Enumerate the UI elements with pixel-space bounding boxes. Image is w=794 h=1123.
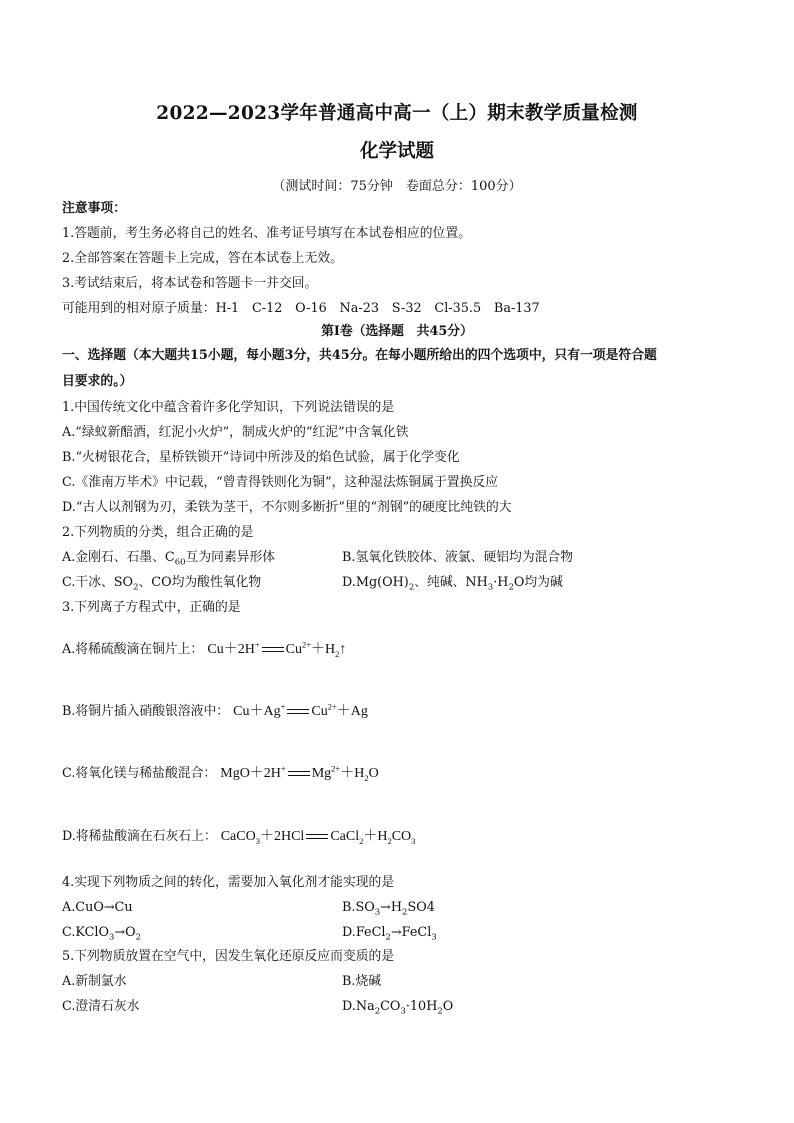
volume-title: 第Ⅰ卷（选择题 共45分） xyxy=(321,324,473,339)
note-item-1: 1.答题前，考生务必将自己的姓名、准考证号填写在本试卷相应的位置。 xyxy=(62,226,471,241)
q2-option-d: $D.Mg(OH)_2$、纯碱、$NH_3\cdot H_2O$均为碱 xyxy=(342,575,563,593)
q3-equation-c: MgO＋2H+ $Mg^{2+}+H_2O$ xyxy=(220,763,379,783)
equals-sign xyxy=(288,771,310,776)
section-instruction-1: 一、选择题（本大题共15小题，每小题3分，共45分。在每小题所给出的四个选项中，只有一项是符合题 xyxy=(62,348,657,363)
q4-option-b: $B.SO_3\to H_2SO4$ xyxy=(342,900,435,918)
q3-equation-a: Cu＋2H+ $Cu^{2+}+H_2↑$ xyxy=(207,639,347,659)
q1-option-c: C.《淮南万毕术》中记载，“曾青得铁则化为铜”，这种湿法炼铜属于置换反应 xyxy=(62,475,498,490)
equals-sign xyxy=(287,709,309,714)
q3-option-a: A.将稀硫酸滴在铜片上： Cu＋2H+ $Cu^{2+}+H_2↑$ xyxy=(62,639,347,659)
q5-option-a: A.新制氯水 xyxy=(62,974,127,989)
q3-option-c: C.将氧化镁与稀盐酸混合： MgO＋2H+ $Mg^{2+}+H_2O$ xyxy=(62,763,379,783)
subject-title: 化学试题 xyxy=(359,141,434,162)
q2-option-a: A.金刚石、石墨、$C_{60}$互为同素异形体 xyxy=(62,550,276,568)
equals-sign xyxy=(306,834,328,839)
q2-option-c: C.干冰、$SO_2$、CO均为酸性氧化物 xyxy=(62,575,262,593)
q4-option-a: A.CuO→Cu xyxy=(62,900,133,915)
q5-stem: 5.下列物质放置在空气中，因发生氧化还原反应而变质的是 xyxy=(62,949,395,964)
notes-heading: 注意事项： xyxy=(62,201,126,216)
q1-option-a: A.“绿蚁新醅酒，红泥小火炉”，制成火炉的“红泥”中含氧化铁 xyxy=(62,425,409,440)
exam-info: （测试时间：75分钟 卷面总分：100分） xyxy=(272,179,522,194)
section-instruction-2: 目要求的。） xyxy=(62,374,133,389)
exam-title: 2022—2023学年普通高中高一（上）期末教学质量检测 xyxy=(156,103,638,124)
q1-stem: 1.中国传统文化中蕴含着许多化学知识，下列说法错误的是 xyxy=(62,400,395,415)
q3-equation-b: Cu＋Ag+ $Cu^{2+}+Ag$ xyxy=(233,701,368,719)
q5-option-b: B.烧碱 xyxy=(342,974,382,989)
q3-stem: 3.下列离子方程式中，正确的是 xyxy=(62,600,241,615)
q4-stem: 4.实现下列物质之间的转化，需要加入氧化剂才能实现的是 xyxy=(62,875,395,890)
q3-option-b: B.将铜片插入硝酸银溶液中： Cu＋Ag+ $Cu^{2+}+Ag$ xyxy=(62,701,368,719)
q3-equation-d: CaCO$_3$＋2HCl $CaCl_2+H_2CO_3$ xyxy=(220,829,416,846)
q1-option-b: B.“火树银花合，星桥铁锁开”诗词中所涉及的焰色试验，属于化学变化 xyxy=(62,450,460,465)
q4-option-d: D.FeCl$_2$→FeCl$_3$ xyxy=(342,925,437,943)
q5-option-d: $D.Na_2CO_3\cdot 10H_2O$ xyxy=(342,999,454,1017)
q2-stem: 2.下列物质的分类，组合正确的是 xyxy=(62,525,254,540)
note-item-3: 3.考试结束后，将本试卷和答题卡一并交回。 xyxy=(62,276,318,291)
equals-sign xyxy=(262,647,284,652)
q2-option-b: B.氢氧化铁胶体、液氯、硬铝均为混合物 xyxy=(342,550,574,565)
q5-option-c: C.澄清石灰水 xyxy=(62,999,140,1014)
q4-option-c: $C.KClO_3\to O_2$ xyxy=(62,925,142,943)
atomic-masses: 可能用到的相对原子质量：H-1 C-12 O-16 Na-23 S-32 Cl-35.5 Ba-137 xyxy=(62,301,540,316)
q3-option-d: D.将稀盐酸滴在石灰石上： CaCO$_3$＋2HCl $CaCl_2+H_2CO_3$ xyxy=(62,829,416,846)
note-item-2: 2.全部答案在答题卡上完成，答在本试卷上无效。 xyxy=(62,251,343,266)
q1-option-d: D.“古人以剂钢为刃，柔铁为茎干，不尔则多断折”里的“剂钢”的硬度比纯铁的大 xyxy=(62,500,512,515)
